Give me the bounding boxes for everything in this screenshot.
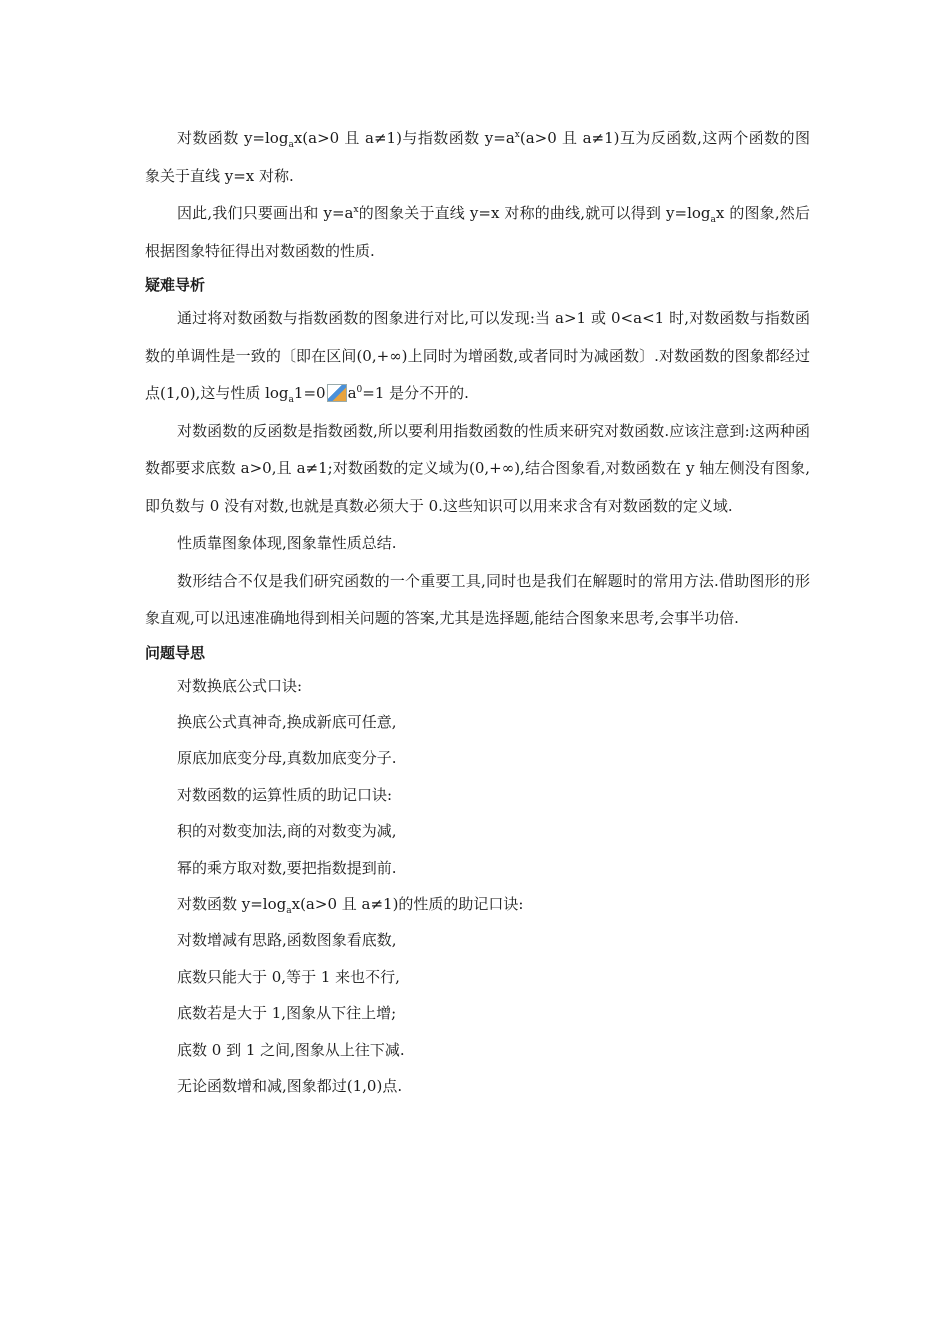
text-run: =1 是分不开的. (362, 384, 469, 402)
verse-line: 对数换底公式口诀: (177, 676, 303, 695)
verse-line: 底数若是大于 1,图象从下往上增; (177, 1004, 397, 1023)
verse-line: 对数函数的运算性质的助记口诀: (177, 785, 393, 804)
verse-line: 换底公式真神奇,换成新底可任意, (177, 712, 397, 731)
text-run: 对数函数 y=log (177, 129, 289, 147)
document-page (145, 120, 810, 1104)
paragraph-shape-number: 数形结合不仅是我们研究函数的一个重要工具,同时也是我们在解题时的常用方法.借助图形的形象直观,可以迅速准确地得到相关问题的答案,尤其是选择题,能结合图象来思考,会事半功倍. (145, 571, 810, 627)
text-run: 通过将对数函数与指数函数的图象进行对比,可以发现:当 a>1 或 0<a<1 时,对数函数与指数函数的单调性是一致的〔即在区间(0,+∞)上同时为增函数,或者同时为减函数〕.对数函数的图象都经过点(1,0),这与性质 log (145, 309, 810, 402)
paragraph-summary: 性质靠图象体现,图象靠性质总结. (177, 534, 397, 552)
superscript: x (514, 130, 520, 140)
section-heading-difficulty: 疑难导析 (145, 276, 206, 294)
text-run: a (347, 384, 357, 402)
subscript: a (286, 905, 292, 916)
verse-line: 对数增减有思路,函数图象看底数, (177, 931, 397, 950)
verse-line: 积的对数变加法,商的对数变为减, (177, 822, 397, 841)
superscript: x (353, 205, 359, 215)
text-run: x 的图象,然后根据图象特征得出对数函数的性质. (145, 204, 810, 260)
text-run: 的图象关于直线 y=x 对称的曲线,就可以得到 y=log (358, 204, 711, 222)
subscript: a (288, 395, 294, 405)
text-run: x(a>0 且 a≠1)与指数函数 y=a (293, 129, 515, 147)
verse-line: 幂的乘方取对数,要把指数提到前. (177, 858, 397, 877)
verse-line (145, 886, 810, 922)
verse-line: 底数只能大于 0,等于 1 来也不行, (177, 967, 400, 986)
paragraph-comparison (145, 300, 810, 413)
paragraph-domain: 对数函数的反函数是指数函数,所以要利用指数函数的性质来研究对数函数.应该注意到:这两种函数都要求底数 a>0,且 a≠1;对数函数的定义域为(0,+∞),结合图象看,对数函数在 y 轴左侧没有图象,即负数与 0 没有对数,也就是真数必须大于 0.这些知识可以用来求含有对数函数的定义域. (145, 421, 810, 515)
subscript: a (288, 140, 294, 150)
verse-line: 无论函数增和减,图象都过(1,0)点. (177, 1076, 403, 1095)
text-run: 对数函数 y=log (177, 894, 287, 913)
section-heading-questions: 问题导思 (145, 643, 206, 662)
broken-image-icon (327, 384, 347, 402)
text-run: x(a>0 且 a≠1)的性质的助记口诀: (291, 894, 524, 913)
subscript: a (710, 215, 716, 225)
paragraph-graph-method (145, 195, 810, 270)
text-run: 1=0 (293, 384, 326, 402)
text-run: (a>0 且 a≠1)互为反函数,这两个函数的图象关于直线 y=x 对称. (145, 129, 810, 185)
text-run: 因此,我们只要画出和 y=a (177, 204, 354, 222)
superscript: 0 (356, 385, 363, 395)
verse-line: 原底加底变分母,真数加底变分子. (177, 749, 397, 768)
paragraph-inverse-functions (145, 120, 810, 195)
verse-line: 底数 0 到 1 之间,图象从上往下减. (177, 1040, 405, 1059)
